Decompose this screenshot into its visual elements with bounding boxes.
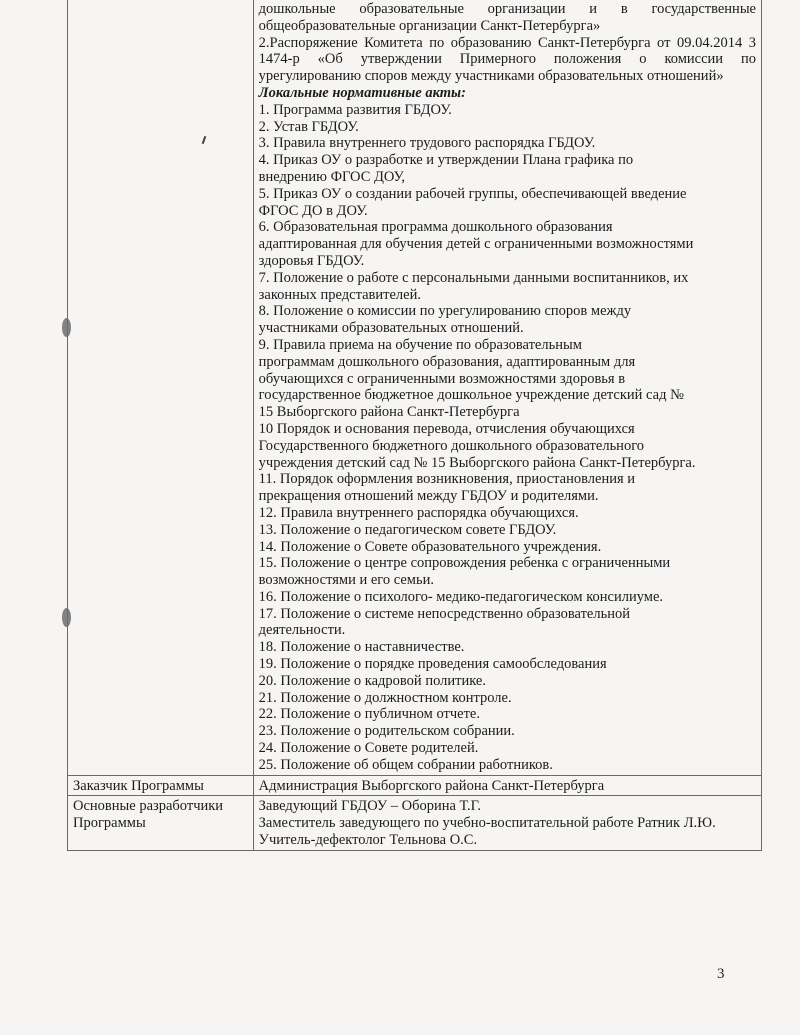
local-act-line: 18. Положение о наставничестве.: [258, 639, 465, 656]
local-act-line: 1. Программа развития ГБДОУ.: [258, 101, 452, 118]
local-act-item: [259, 539, 756, 556]
local-act-line: 17. Положение о системе непосредственно образовательной: [258, 605, 630, 622]
local-act-line: 15. Положение о центре сопровождения ребенка с ограниченными: [258, 555, 671, 572]
local-act-line: программам дошкольного образования, адаптированным для: [258, 353, 636, 370]
local-act-line: 12. Правила внутреннего распорядка обучающихся.: [258, 504, 579, 521]
local-act-line: 8. Положение о комиссии по урегулированию споров между: [258, 303, 632, 320]
local-act-item: [259, 102, 756, 119]
order-item: 2.Распоряжение Комитета по образованию Санкт-Петербурга от 09.04.2014 3 1474-р «Об утверждении Примерного положения о комиссии по урегулированию споров между участниками образовательных отношений»: [258, 34, 756, 85]
developer-line: Заместитель заведующего по учебно-воспитательной работе Ратник Л.Ю.: [258, 815, 716, 832]
local-acts-list: [259, 102, 756, 774]
local-act-line: 23. Положение о родительском собрании.: [258, 723, 515, 740]
local-act-item: [259, 135, 756, 152]
local-act-item: [259, 706, 756, 723]
developers-label: Основные разработчики Программы: [68, 796, 254, 850]
local-act-item: [259, 219, 756, 269]
developer-line: Заведующий ГБДОУ – Оборина Т.Г.: [258, 798, 481, 815]
local-act-item: [259, 471, 756, 505]
local-act-line: законных представителей.: [258, 286, 421, 303]
local-act-line: ФГОС ДО в ДОУ.: [258, 202, 368, 219]
local-act-line: 16. Положение о психолого- медико-педагогическом консилиуме.: [258, 588, 664, 605]
page-number: 3: [717, 966, 725, 982]
local-act-line: обучающихся с ограниченными возможностями здоровья в: [258, 370, 626, 387]
local-act-item: [259, 555, 756, 589]
customer-label: Заказчик Программы: [68, 775, 254, 796]
local-act-item: [259, 186, 756, 220]
local-act-line: 25. Положение об общем собрании работников.: [258, 756, 553, 773]
local-act-line: 4. Приказ ОУ о разработке и утверждении Плана графика по: [258, 152, 634, 169]
program-passport-table: [67, 0, 762, 851]
local-act-item: [259, 673, 756, 690]
local-act-line: учреждения детский сад № 15 Выборгского района Санкт-Петербурга.: [258, 454, 696, 471]
local-act-item: [259, 589, 756, 606]
local-act-line: 15 Выборгского района Санкт-Петербурга: [258, 404, 520, 421]
local-act-line: 6. Образовательная программа дошкольного образования: [258, 219, 613, 236]
local-act-item: [259, 337, 756, 421]
local-act-line: участниками образовательных отношений.: [258, 320, 524, 337]
local-act-line: возможностями и его семьи.: [258, 572, 434, 589]
local-act-line: 10 Порядок и основания перевода, отчисления обучающихся: [258, 420, 635, 437]
local-act-item: [259, 723, 756, 740]
local-act-line: 5. Приказ ОУ о создании рабочей группы, обеспечивающей введение: [258, 185, 687, 202]
local-act-item: [259, 740, 756, 757]
local-act-item: [259, 757, 756, 774]
local-act-line: 24. Положение о Совете родителей.: [258, 740, 479, 757]
local-act-line: 7. Положение о работе с персональными данными воспитанников, их: [258, 269, 689, 286]
local-act-line: внедрению ФГОС ДОУ,: [258, 168, 406, 185]
local-act-line: 14. Положение о Совете образовательного учреждения.: [258, 538, 602, 555]
local-act-line: 3. Правила внутреннего трудового распорядка ГБДОУ.: [258, 135, 596, 152]
empty-label-cell: [68, 0, 254, 775]
local-acts-heading: Локальные нормативные акты:: [258, 84, 466, 101]
local-act-item: [259, 656, 756, 673]
continued-text: дошкольные образовательные организации и в государственные общеобразовательные организации Санкт-Петербурга»: [258, 1, 756, 34]
local-act-line: 13. Положение о педагогическом совете ГБДОУ.: [258, 521, 557, 538]
customer-value: Администрация Выборгского района Санкт-Петербурга: [253, 775, 761, 796]
local-act-line: адаптированная для обучения детей с ограниченными возможностями: [258, 236, 694, 253]
local-act-line: государственное бюджетное дошкольное учреждение детский сад №: [258, 387, 684, 404]
local-act-line: 11. Порядок оформления возникновения, приостановления и: [258, 471, 636, 488]
local-act-item: [259, 119, 756, 136]
local-act-item: [259, 690, 756, 707]
local-act-item: [259, 270, 756, 304]
table-row: [68, 0, 762, 775]
local-act-item: [259, 505, 756, 522]
developers-value: [253, 796, 761, 850]
table-row: [68, 775, 762, 796]
local-act-line: 19. Положение о порядке проведения самообследования: [258, 656, 607, 673]
local-act-line: 9. Правила приема на обучение по образовательным: [258, 336, 582, 353]
local-act-line: 2. Устав ГБДОУ.: [258, 118, 359, 135]
local-act-item: [259, 421, 756, 471]
regulations-cell: [253, 0, 761, 775]
local-act-item: [259, 606, 756, 640]
local-act-item: [259, 639, 756, 656]
local-act-line: здоровья ГБДОУ.: [258, 252, 365, 269]
local-act-line: деятельности.: [258, 622, 346, 639]
local-act-line: 21. Положение о должностном контроле.: [258, 689, 512, 706]
local-act-item: [259, 152, 756, 186]
developer-line: Учитель-дефектолог Тельнова О.С.: [258, 832, 478, 849]
local-act-item: [259, 303, 756, 337]
local-act-line: 20. Положение о кадровой политике.: [258, 672, 486, 689]
local-act-line: прекращения отношений между ГБДОУ и родителями.: [258, 488, 599, 505]
local-act-line: Государственного бюджетного дошкольного образовательного: [258, 437, 645, 454]
table-row: [68, 796, 762, 850]
local-act-item: [259, 522, 756, 539]
local-act-line: 22. Положение о публичном отчете.: [258, 706, 480, 723]
